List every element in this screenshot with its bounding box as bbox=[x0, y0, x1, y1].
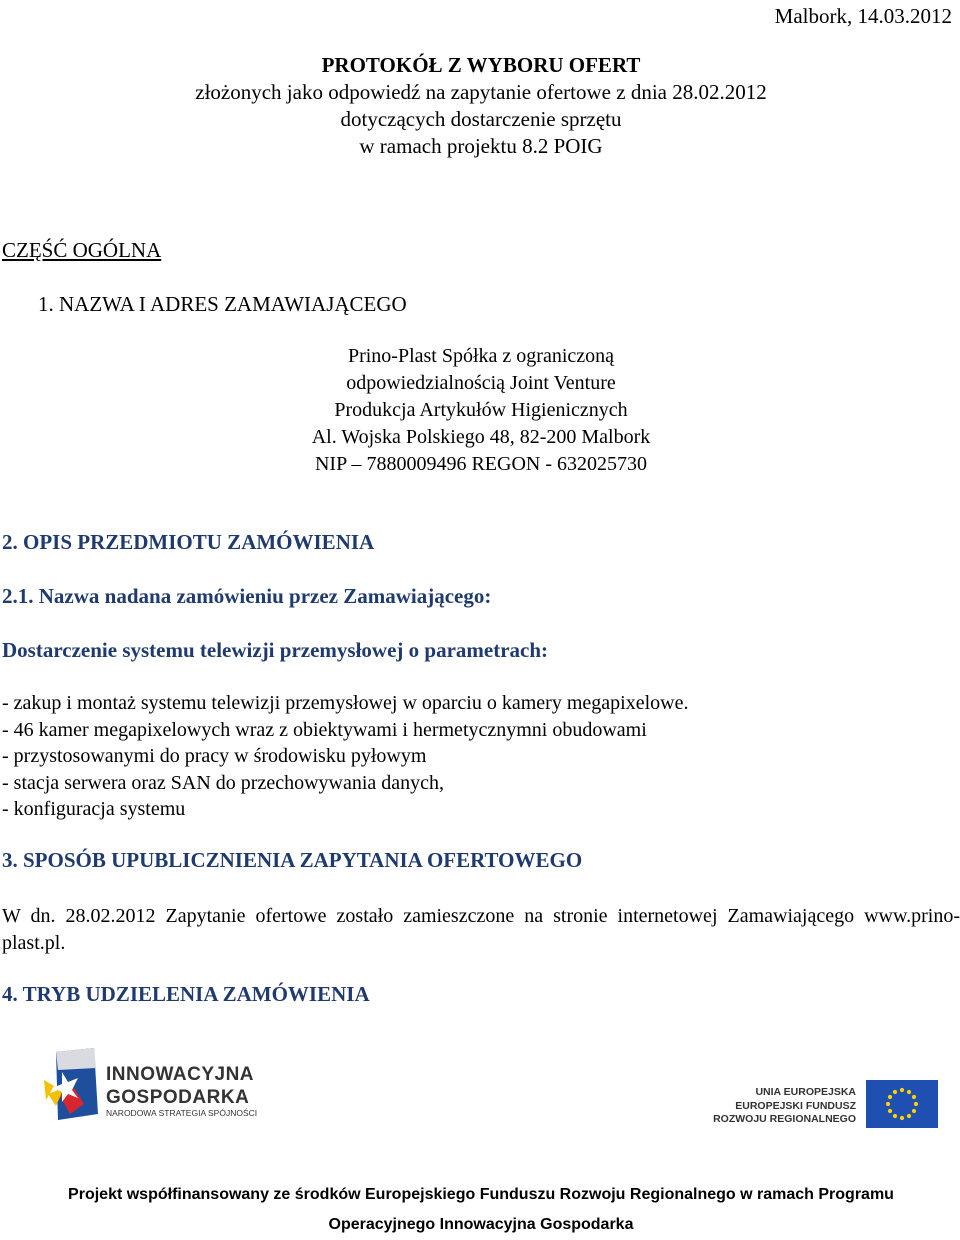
address-line: NIP – 7880009496 REGON - 632025730 bbox=[314, 453, 648, 475]
section-2-1-heading: 2.1. Nazwa nadana zamówieniu przez Zamawiającego: bbox=[2, 584, 492, 608]
address-line: Prino-Plast Spółka z ograniczoną bbox=[347, 345, 615, 367]
document-subtitle-line: dotyczących dostarczenie sprzętu bbox=[340, 107, 622, 131]
address-line: odpowiedzialnością Joint Venture bbox=[346, 372, 616, 394]
footer-line: Projekt współfinansowany ze środków Europejskiego Funduszu Rozwoju Regionalnego w ramach Programu bbox=[68, 1186, 894, 1203]
footer bbox=[0, 1180, 960, 1240]
address-line: Produkcja Artykułów Higienicznych bbox=[334, 399, 628, 421]
eu-logo-text: ROZWOJU REGIONALNEGO bbox=[713, 1113, 856, 1125]
innowacyjna-gospodarka-logo bbox=[42, 1048, 282, 1128]
general-section-heading: CZĘŚĆ OGÓLNA bbox=[2, 238, 162, 262]
list-item: - konfiguracja systemu bbox=[2, 798, 186, 820]
ig-logo-text: INNOWACYJNA bbox=[106, 1064, 255, 1085]
section-3-heading: 3. SPOSÓB UPUBLICZNIENIA ZAPYTANIA OFERTOWEGO bbox=[2, 848, 583, 872]
list-item: - zakup i montaż systemu telewizji przemysłowej w oparciu o kamery megapixelowe. bbox=[2, 692, 689, 714]
ig-logo-tagline: NARODOWA STRATEGIA SPÓJNOŚCI bbox=[106, 1108, 258, 1118]
order-items-list bbox=[2, 690, 688, 823]
document-title-block bbox=[0, 52, 960, 160]
section-4-heading: 4. TRYB UDZIELENIA ZAMÓWIENIA bbox=[2, 982, 370, 1006]
document-subtitle-line: w ramach projektu 8.2 POIG bbox=[359, 134, 603, 158]
list-item: - stacja serwera oraz SAN do przechowywania danych, bbox=[2, 771, 445, 794]
list-item: - 46 kamer megapixelowych wraz z obiektywami i hermetycznymni obudowami bbox=[2, 718, 647, 741]
section-3-text: W dn. 28.02.2012 Zapytanie ofertowe zostało zamieszczone na stronie internetowej Zamawiającego www.prino-plast.pl. bbox=[2, 905, 960, 954]
buyer-address bbox=[0, 343, 960, 478]
order-subject: Dostarczenie systemu telewizji przemysłowej o parametrach: bbox=[2, 638, 549, 662]
section-2-heading: 2. OPIS PRZEDMIOTU ZAMÓWIENIA bbox=[2, 530, 375, 554]
list-item: - przystosowanymi do pracy w środowisku pyłowym bbox=[2, 745, 427, 767]
eu-logo bbox=[713, 1076, 942, 1132]
eu-logo-text: UNIA EUROPEJSKA bbox=[755, 1086, 856, 1098]
ig-logo-text: GOSPODARKA bbox=[106, 1087, 250, 1108]
eu-flag-icon bbox=[866, 1080, 938, 1128]
section-1-heading: 1. NAZWA I ADRES ZAMAWIAJĄCEGO bbox=[38, 292, 407, 316]
ig-flag-icon bbox=[42, 1048, 100, 1122]
eu-logo-text: EUROPEJSKI FUNDUSZ bbox=[735, 1100, 856, 1112]
footer-line: Operacyjnego Innowacyjna Gospodarka bbox=[328, 1216, 634, 1233]
document-subtitle-line: złożonych jako odpowiedź na zapytanie ofertowe z dnia 28.02.2012 bbox=[195, 80, 767, 104]
address-line: Al. Wojska Polskiego 48, 82-200 Malbork bbox=[311, 426, 651, 448]
document-date: Malbork, 14.03.2012 bbox=[774, 4, 952, 28]
document-title: PROTOKÓŁ Z WYBORU OFERT bbox=[321, 53, 641, 77]
